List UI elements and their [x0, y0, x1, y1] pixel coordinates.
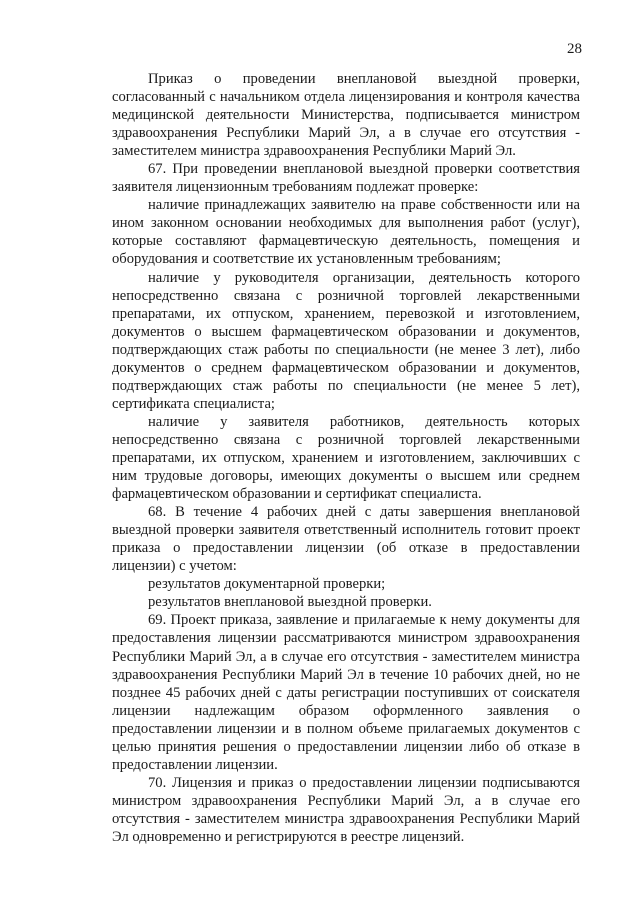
paragraph-67-intro: 67. При проведении внеплановой выездной проверки соответствия заявителя лицензионным требованиям подлежат проверке: — [112, 161, 580, 196]
paragraph-69: 69. Проект приказа, заявление и прилагаемые к нему документы для предоставления лицензии рассматриваются министром здравоохранения Республики Марий Эл, а в случае его отсутствия - заместителем министра здравоохранения Республики Марий Эл в течение 10 рабочих дней, но не позднее 45 рабочих дней с даты регистрации поступивших от соискателя лицензии надлежащим образом оформленного заявления о предоставлении лицензии и в полном объеме прилагаемых документов с целью принятия решения о предоставлении лицензии либо об отказе в предоставлении лицензии. — [112, 612, 580, 773]
page-number: 28 — [567, 41, 582, 57]
document-body — [112, 70, 580, 846]
paragraph-68-documentary: результатов документарной проверки; — [148, 576, 386, 593]
paragraph-67-premises: наличие принадлежащих заявителю на праве собственности или на ином законном основании необходимых для выполнения работ (услуг), которые составляют фармацевтическую деятельность, помещения и оборудования и соответствие их установленным требованиям; — [112, 197, 580, 268]
paragraph-68: 68. В течение 4 рабочих дней с даты завершения внеплановой выездной проверки заявителя ответственный исполнитель готовит проект приказа о предоставлении лицензии (об отказе в предоставлении лицензии) с учетом: — [112, 504, 580, 575]
paragraph-67-employees: наличие у заявителя работников, деятельность которых непосредственно связана с розничной торговлей лекарственными препаратами, их отпуском, хранением и изготовлением, заключивших с ним трудовые договоры, имеющих документы о высшем или среднем фармацевтическом образовании и сертификат специалиста. — [112, 413, 580, 503]
paragraph-order-signing: Приказ о проведении внеплановой выездной проверки, согласованный с начальником отдела лицензирования и контроля качества медицинской деятельности Министерства, подписывается министром здравоохранения Республики Марий Эл, а в случае его отсутствия - заместителем министра здравоохранения Республики Марий Эл. — [112, 71, 580, 160]
paragraph-67-manager-docs: наличие у руководителя организации, деятельность которого непосредственно связана с розничной торговлей лекарственными препаратами, их отпуском, хранением, перевозкой и изготовлением, документов о высшем фармацевтическом образовании и документов, подтверждающих стаж работы по специальности (не менее 3 лет), либо документов о среднем фармацевтическом образовании и документов, подтверждающих стаж работы по специальности (не менее 5 лет), сертификата специалиста; — [112, 269, 580, 412]
paragraph-70: 70. Лицензия и приказ о предоставлении лицензии подписываются министром здравоохранения Республики Марий Эл, а в случае его отсутствия - заместителем министра здравоохранения Республики Марий Эл одновременно и регистрируются в реестре лицензий. — [112, 774, 580, 845]
paragraph-68-onsite: результатов внеплановой выездной проверки. — [148, 594, 432, 611]
